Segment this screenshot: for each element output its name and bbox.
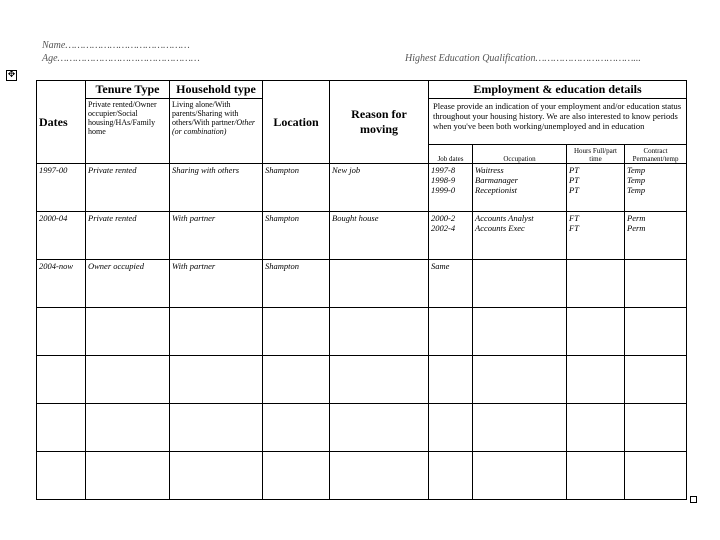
header-dates: Dates <box>37 81 86 164</box>
cell-dates[interactable] <box>37 404 86 452</box>
table-row <box>37 212 687 260</box>
cell-job-dates[interactable]: 2000-2 2002-4 <box>429 212 473 260</box>
cell-occupation[interactable] <box>473 260 567 308</box>
cell-occupation[interactable] <box>473 452 567 500</box>
cell-hours[interactable] <box>567 404 625 452</box>
subheader-hours: Hours Full/part time <box>567 145 625 164</box>
table-row <box>37 356 687 404</box>
cell-reason[interactable]: New job <box>330 164 429 212</box>
cell-job-dates[interactable] <box>429 404 473 452</box>
subheader-job-dates: Job dates <box>429 145 473 164</box>
cell-reason[interactable] <box>330 452 429 500</box>
household-description: Living alone/With parents/Sharing with others/With partner/Other (or combination) <box>170 99 263 164</box>
resize-icon[interactable] <box>690 496 697 503</box>
cell-contract[interactable]: Temp Temp Temp <box>625 164 687 212</box>
cell-dates[interactable] <box>37 308 86 356</box>
cell-job-dates[interactable] <box>429 356 473 404</box>
table-row <box>37 308 687 356</box>
cell-dates[interactable] <box>37 356 86 404</box>
cell-household[interactable] <box>170 356 263 404</box>
header-reason: Reason for moving <box>330 81 429 164</box>
header-tenure: Tenure Type <box>86 81 170 99</box>
cell-occupation[interactable]: Accounts Analyst Accounts Exec <box>473 212 567 260</box>
cell-dates[interactable]: 1997-00 <box>37 164 86 212</box>
cell-hours[interactable] <box>567 308 625 356</box>
cell-hours[interactable] <box>567 452 625 500</box>
cell-location[interactable] <box>263 356 330 404</box>
cell-household[interactable] <box>170 308 263 356</box>
cell-hours[interactable] <box>567 260 625 308</box>
cell-tenure[interactable] <box>86 452 170 500</box>
cell-location[interactable] <box>263 308 330 356</box>
table-row <box>37 164 687 212</box>
cell-contract[interactable] <box>625 404 687 452</box>
subheader-contract: Contract Permanent/temp <box>625 145 687 164</box>
employment-description: Please provide an indication of your employment and/or education status throughout your housing history. We are also interested to know periods when you've been both working/unemployed and in education <box>429 99 687 145</box>
move-icon[interactable]: ✥ <box>7 70 16 80</box>
cell-contract[interactable] <box>625 308 687 356</box>
cell-hours[interactable] <box>567 356 625 404</box>
cell-location[interactable]: Shampton <box>263 260 330 308</box>
cell-job-dates[interactable] <box>429 452 473 500</box>
cell-reason[interactable] <box>330 404 429 452</box>
cell-dates[interactable]: 2000-04 <box>37 212 86 260</box>
cell-reason[interactable] <box>330 308 429 356</box>
cell-household[interactable]: Sharing with others <box>170 164 263 212</box>
cell-household[interactable] <box>170 452 263 500</box>
cell-location[interactable] <box>263 452 330 500</box>
cell-occupation[interactable] <box>473 404 567 452</box>
cell-contract[interactable] <box>625 452 687 500</box>
cell-job-dates[interactable]: 1997-8 1998-9 1999-0 <box>429 164 473 212</box>
housing-history-table <box>36 80 687 500</box>
age-field-label: Age………………………………………… <box>42 53 200 64</box>
cell-occupation[interactable]: Waitress Barmanager Receptionist <box>473 164 567 212</box>
header-household: Household type <box>170 81 263 99</box>
table-row <box>37 452 687 500</box>
cell-reason[interactable]: Bought house <box>330 212 429 260</box>
cell-tenure[interactable] <box>86 308 170 356</box>
cell-location[interactable] <box>263 404 330 452</box>
cell-job-dates[interactable] <box>429 308 473 356</box>
cell-tenure[interactable]: Private rented <box>86 164 170 212</box>
cell-contract[interactable] <box>625 356 687 404</box>
cell-household[interactable] <box>170 404 263 452</box>
cell-dates[interactable] <box>37 452 86 500</box>
education-field-label: Highest Education Qualification……………………………... <box>405 53 641 64</box>
table-row <box>37 404 687 452</box>
name-field-label: Name…………………………………… <box>42 40 190 51</box>
cell-reason[interactable] <box>330 356 429 404</box>
cell-dates[interactable]: 2004-now <box>37 260 86 308</box>
cell-contract[interactable]: Perm Perm <box>625 212 687 260</box>
cell-location[interactable]: Shampton <box>263 164 330 212</box>
header-employment: Employment & education details <box>429 81 687 99</box>
cell-household[interactable]: With partner <box>170 212 263 260</box>
cell-tenure[interactable] <box>86 356 170 404</box>
cell-tenure[interactable] <box>86 404 170 452</box>
cell-hours[interactable]: FT FT <box>567 212 625 260</box>
header-location: Location <box>263 81 330 164</box>
cell-occupation[interactable] <box>473 308 567 356</box>
cell-contract[interactable] <box>625 260 687 308</box>
cell-job-dates[interactable]: Same <box>429 260 473 308</box>
cell-tenure[interactable]: Private rented <box>86 212 170 260</box>
subheader-occupation: Occupation <box>473 145 567 164</box>
cell-tenure[interactable]: Owner occupied <box>86 260 170 308</box>
cell-occupation[interactable] <box>473 356 567 404</box>
cell-location[interactable]: Shampton <box>263 212 330 260</box>
table-row <box>37 260 687 308</box>
cell-hours[interactable]: PT PT PT <box>567 164 625 212</box>
cell-reason[interactable] <box>330 260 429 308</box>
tenure-description: Private rented/Owner occupier/Social housing/HAs/Family home <box>86 99 170 164</box>
cell-household[interactable]: With partner <box>170 260 263 308</box>
